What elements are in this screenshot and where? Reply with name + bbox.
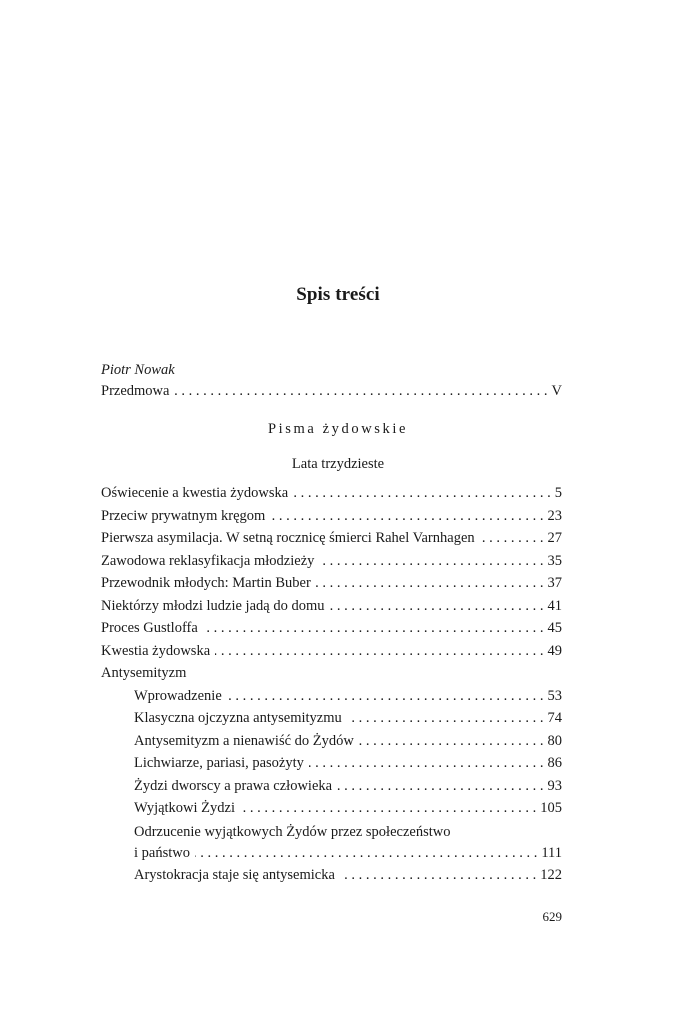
toc-entry-page: 122 — [540, 867, 562, 883]
toc-list — [101, 482, 562, 887]
toc-entry-page: 45 — [547, 620, 562, 636]
preface-author: Piotr Nowak — [101, 362, 175, 378]
toc-entry-label: Przeciw prywatnym kręgom — [101, 507, 266, 524]
toc-entry-page: 41 — [547, 597, 562, 614]
dot-leader — [340, 864, 536, 887]
dot-leader — [337, 775, 543, 798]
dot-leader — [309, 752, 544, 775]
toc-entry-page: 86 — [547, 755, 562, 771]
toc-entry[interactable] — [101, 527, 562, 550]
toc-entry-label: Wyjątkowi Żydzi — [134, 800, 236, 816]
section-heading: Pisma żydowskie — [267, 421, 409, 437]
dot-leader — [195, 842, 537, 865]
toc-entry-page: 105 — [540, 800, 562, 816]
toc-group-label: Antysemityzm — [101, 665, 187, 681]
dot-leader — [319, 550, 543, 573]
toc-entry-label: Arystokracja staje się antysemicka — [134, 867, 335, 883]
toc-entry-page: 93 — [547, 777, 562, 794]
page-title: Spis treści — [296, 284, 380, 305]
dot-leader — [316, 572, 544, 595]
toc-entry-label: Przewodnik młodych: Martin Buber — [101, 575, 311, 591]
dot-leader — [203, 617, 544, 640]
dot-leader — [215, 640, 543, 663]
toc-entry-label: Niektórzy młodzi ludzie jadą do domu — [101, 597, 325, 614]
toc-entry-continuation — [134, 842, 562, 865]
toc-entry-page: 23 — [547, 507, 562, 524]
toc-entry-label-line1: Odrzucenie wyjątkowych Żydów przez społeczeństwo — [134, 823, 451, 840]
toc-entry[interactable] — [101, 550, 562, 573]
toc-subentry[interactable] — [101, 685, 562, 708]
toc-entry-page: 35 — [547, 552, 562, 569]
toc-entry-page: 53 — [547, 687, 562, 704]
toc-entry-label: Klasyczna ojczyzna antysemityzmu — [134, 710, 342, 726]
toc-entry-page: 37 — [547, 575, 562, 591]
dot-leader — [480, 527, 544, 550]
dot-leader — [347, 707, 544, 730]
toc-entry-preface[interactable] — [101, 380, 562, 403]
toc-subentry[interactable] — [101, 752, 562, 775]
toc-entry-label: Pierwsza asymilacja. W setną rocznicę śmierci Rahel Varnhagen — [101, 530, 475, 546]
toc-entry[interactable] — [101, 595, 562, 618]
toc-entry-page: 111 — [541, 844, 562, 861]
toc-entry-label: Lichwiarze, pariasi, pasożyty — [134, 755, 304, 771]
toc-entry-label: Proces Gustloffa — [101, 620, 198, 636]
toc-entry-label: Wprowadzenie — [134, 687, 222, 704]
toc-entry-page: 27 — [547, 530, 562, 546]
dot-leader — [240, 797, 536, 820]
toc-entry-label: Przedmowa — [101, 383, 170, 399]
toc-entry[interactable] — [101, 640, 562, 663]
toc-subentry[interactable] — [101, 775, 562, 798]
toc-entry-label-line2: i państwo — [134, 844, 190, 861]
dot-leader — [359, 730, 544, 753]
toc-entry-label: Zawodowa reklasyfikacja młodzieży — [101, 552, 315, 569]
toc-entry[interactable] — [101, 482, 562, 505]
dot-leader — [329, 595, 543, 618]
toc-subentry-multiline[interactable] — [101, 820, 562, 865]
toc-entry-label: Kwestia żydowska — [101, 642, 211, 659]
toc-entry[interactable] — [101, 572, 562, 595]
dot-leader — [227, 685, 544, 708]
toc-subentry[interactable] — [101, 707, 562, 730]
toc-entry-page: 80 — [547, 732, 562, 749]
toc-entry-page: 5 — [554, 485, 562, 501]
section-subheading: Lata trzydzieste — [291, 456, 385, 472]
toc-entry[interactable] — [101, 617, 562, 640]
dot-leader — [270, 505, 543, 528]
dot-leader — [174, 380, 547, 403]
dot-leader — [293, 482, 551, 505]
toc-entry-page: 74 — [547, 710, 562, 726]
toc-subentry[interactable] — [101, 864, 562, 887]
toc-entry-page: 49 — [547, 642, 562, 659]
preface-block — [101, 360, 562, 403]
toc-subentry[interactable] — [101, 730, 562, 753]
toc-entry-label: Żydzi dworscy a prawa człowieka — [134, 777, 333, 794]
toc-subentry[interactable] — [101, 797, 562, 820]
toc-entry-label: Antysemityzm a nienawiść do Żydów — [134, 732, 354, 749]
toc-entry-label: Oświecenie a kwestia żydowska — [101, 485, 289, 501]
page-number: 629 — [542, 909, 562, 924]
toc-entry-page: V — [551, 383, 562, 399]
toc-entry[interactable] — [101, 505, 562, 528]
